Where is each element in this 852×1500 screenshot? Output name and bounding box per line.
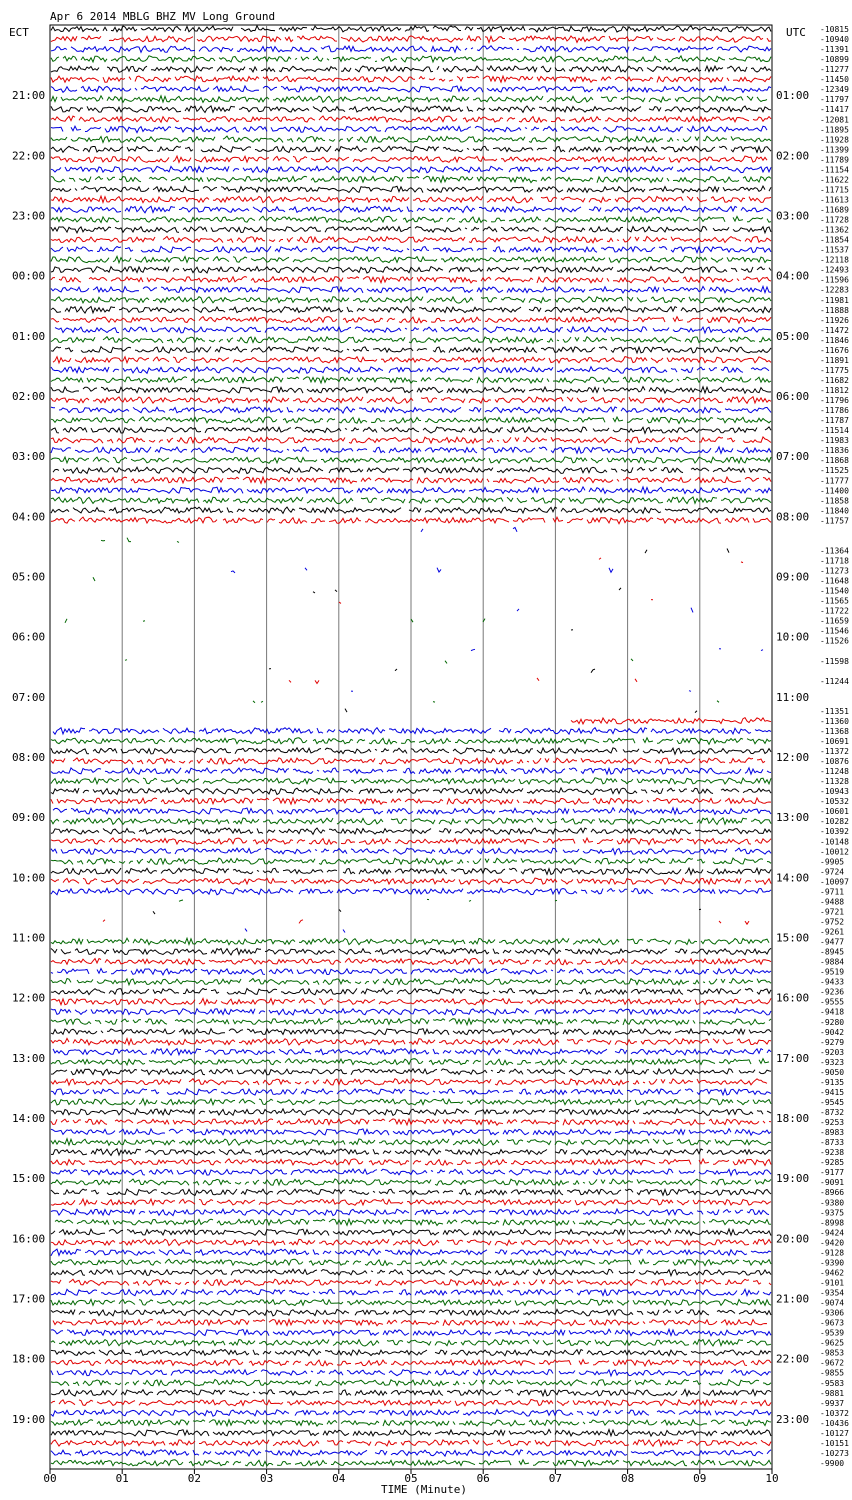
trace-offset-label: -11812: [820, 386, 849, 395]
trace-offset-label: -11472: [820, 325, 849, 335]
trace-offset-label: -11400: [820, 486, 849, 496]
ect-hour-label: 21:00: [12, 89, 46, 103]
trace-offset-label: -11351: [820, 706, 849, 716]
trace-offset-label: -9724: [820, 867, 845, 877]
ect-hour-label: 16:00: [12, 1232, 46, 1246]
utc-hour-label: 04:00: [776, 269, 810, 283]
trace-row: [51, 1209, 769, 1216]
trace-offset-label: -10815: [820, 25, 849, 34]
trace-offset-label: -11368: [820, 726, 849, 736]
trace-offset-label: -11565: [820, 596, 849, 606]
trace-offset-label: -9539: [820, 1328, 845, 1338]
trace-row: [53, 357, 771, 363]
utc-hour-label: 08:00: [776, 510, 810, 524]
trace-offset-label: -10943: [820, 787, 849, 797]
ect-hour-label: 13:00: [12, 1051, 46, 1065]
trace-offset-label: -11715: [820, 185, 849, 195]
trace-offset-label: -10097: [820, 877, 849, 887]
trace-offset-label: -9354: [820, 1288, 845, 1298]
trace-row: [339, 600, 747, 604]
trace-offset-label: -11728: [820, 215, 849, 225]
utc-hour-label: 01:00: [776, 89, 810, 103]
trace-offset-label: -11775: [820, 365, 849, 375]
trace-row: [245, 929, 737, 933]
trace-offset-label: -9306: [820, 1308, 845, 1318]
trace-offset-label: -10940: [820, 35, 849, 45]
trace-offset-label: -9488: [820, 897, 845, 907]
utc-hour-label: 23:00: [776, 1412, 810, 1426]
ect-hour-label: 05:00: [12, 570, 46, 584]
trace-offset-label: -9853: [820, 1348, 845, 1358]
x-tick-label: 01: [115, 1472, 129, 1485]
trace-offset-label: -11858: [820, 496, 849, 506]
trace-row: [471, 648, 771, 650]
trace-offset-label: -11868: [820, 456, 849, 466]
trace-offset-label: -11718: [820, 556, 849, 566]
trace-offset-label: -9380: [820, 1198, 845, 1208]
ect-hour-label: 07:00: [12, 690, 46, 704]
ect-hour-label: 14:00: [12, 1112, 46, 1126]
left-timezone-label: ECT: [9, 26, 29, 39]
trace-offset-label: -9285: [820, 1158, 845, 1168]
trace-row: [53, 808, 771, 815]
utc-hour-label: 06:00: [776, 390, 810, 404]
trace-offset-label: -9545: [820, 1097, 845, 1107]
trace-row: [231, 568, 729, 573]
trace-offset-label: -9884: [820, 957, 845, 967]
trace-offset-label: -11596: [820, 275, 849, 285]
trace-offset-label: -11786: [820, 406, 849, 416]
trace-offset-label: -9937: [820, 1398, 845, 1408]
utc-hour-label: 20:00: [776, 1232, 810, 1246]
x-tick-label: 00: [43, 1472, 57, 1485]
trace-offset-label: -11787: [820, 416, 849, 426]
utc-hour-label: 17:00: [776, 1051, 810, 1065]
x-tick-label: 07: [548, 1472, 563, 1485]
trace-offset-label: -11682: [820, 375, 849, 385]
trace-row: [51, 1059, 769, 1065]
trace-offset-label: -9583: [820, 1378, 845, 1388]
ect-hour-label: 15:00: [12, 1172, 46, 1186]
trace-offset-label: -8983: [820, 1128, 845, 1138]
trace-offset-label: -11417: [820, 105, 849, 115]
trace-row: [153, 909, 763, 914]
trace-offset-label: -11796: [820, 396, 849, 406]
trace-row: [55, 1219, 771, 1225]
trace-row: [289, 678, 739, 684]
trace-offset-label: -11540: [820, 586, 849, 596]
ect-hour-label: 18:00: [12, 1352, 46, 1366]
trace-offset-label: -9625: [820, 1338, 845, 1348]
trace-offset-label: -11391: [820, 45, 849, 55]
trace-offset-label: -12349: [820, 85, 849, 95]
ect-hour-label: 03:00: [12, 450, 46, 464]
utc-hour-label: 02:00: [776, 149, 810, 163]
trace-offset-label: -10282: [820, 817, 849, 827]
trace-offset-label: -9091: [820, 1178, 845, 1188]
ect-hour-label: 11:00: [12, 931, 46, 945]
trace-offset-label: -10273: [820, 1448, 849, 1458]
trace-offset-label: -9236: [820, 987, 845, 997]
trace-offset-label: -9900: [820, 1458, 845, 1468]
trace-offset-label: -9415: [820, 1087, 845, 1097]
trace-offset-label: -9721: [820, 907, 845, 917]
ect-hour-label: 10:00: [12, 871, 46, 885]
trace-offset-label: -11546: [820, 626, 849, 636]
trace-offset-label: -9177: [820, 1168, 845, 1178]
trace-row: [103, 920, 763, 925]
chart-title: Apr 6 2014 MBLG BHZ MV Long Ground: [50, 10, 276, 23]
right-timezone-label: UTC: [786, 26, 806, 39]
trace-row: [55, 327, 771, 333]
trace-row: [345, 709, 769, 713]
trace-offset-label: -11789: [820, 155, 849, 165]
trace-offset-label: -12493: [820, 265, 849, 275]
ect-hour-label: 01:00: [12, 329, 46, 343]
trace-offset-label: -10148: [820, 837, 849, 847]
trace-offset-label: -9433: [820, 977, 845, 987]
trace-offset-label: -9752: [820, 917, 845, 927]
trace-offset-label: -11360: [820, 716, 849, 726]
x-tick-label: 02: [187, 1472, 202, 1485]
x-tick-label: 04: [332, 1472, 346, 1485]
trace-row: [645, 549, 765, 554]
trace-row: [53, 467, 771, 474]
trace-offset-label: -8966: [820, 1188, 845, 1198]
trace-offset-label: -8733: [820, 1138, 845, 1148]
utc-hour-label: 19:00: [776, 1172, 810, 1186]
trace-offset-label: -11757: [820, 516, 849, 526]
trace-offset-label: -9135: [820, 1077, 845, 1087]
trace-offset-label: -9050: [820, 1067, 845, 1077]
trace-row: [269, 669, 743, 674]
trace-offset-label: -11689: [820, 205, 849, 215]
trace-offset-label: -10899: [820, 55, 849, 65]
trace-offset-label: -9555: [820, 997, 845, 1007]
trace-offset-label: -9477: [820, 937, 845, 947]
utc-hour-label: 14:00: [776, 871, 810, 885]
trace-offset-label: -10532: [820, 797, 849, 807]
trace-offset-label: -11891: [820, 355, 849, 365]
trace-offset-label: -11154: [820, 165, 849, 175]
utc-hour-label: 09:00: [776, 570, 810, 584]
trace-offset-label: -11777: [820, 476, 849, 486]
trace-offset-label: -11364: [820, 546, 849, 556]
trace-offset-label: -11722: [820, 606, 849, 616]
trace-offset-label: -9261: [820, 927, 845, 937]
trace-offset-label: -11450: [820, 75, 849, 85]
trace-offset-label: -11244: [820, 676, 849, 686]
trace-row: [599, 558, 767, 563]
trace-offset-label: -8732: [820, 1108, 845, 1117]
trace-offset-label: -12118: [820, 255, 849, 265]
trace-offset-label: -10012: [820, 847, 849, 857]
utc-hour-label: 18:00: [776, 1112, 810, 1126]
ect-hour-label: 23:00: [12, 209, 46, 223]
ect-hour-label: 06:00: [12, 630, 46, 644]
trace-offset-label: -10392: [820, 827, 849, 837]
trace-offset-label: -12081: [820, 115, 849, 125]
trace-row: [53, 1049, 771, 1056]
trace-offset-label: -9074: [820, 1298, 845, 1308]
utc-hour-label: 05:00: [776, 329, 810, 343]
trace-row: [101, 538, 759, 543]
trace-offset-label: -10151: [820, 1438, 849, 1448]
trace-offset-label: -9420: [820, 1238, 845, 1248]
trace-offset-label: -11613: [820, 195, 849, 205]
ect-hour-label: 00:00: [12, 269, 46, 283]
ect-hour-label: 22:00: [12, 149, 46, 163]
trace-offset-label: -10691: [820, 736, 849, 746]
trace-offset-label: -9101: [820, 1278, 845, 1288]
trace-offset-label: -11622: [820, 175, 849, 185]
ect-hour-label: 09:00: [12, 811, 46, 825]
trace-offset-label: -8945: [820, 947, 845, 957]
trace-row: [51, 938, 769, 945]
utc-hour-label: 03:00: [776, 209, 810, 223]
trace-offset-label: -9711: [820, 887, 845, 897]
ect-hour-label: 08:00: [12, 751, 46, 765]
trace-offset-label: -11846: [820, 335, 849, 345]
trace-offset-label: -11676: [820, 345, 849, 355]
ect-hour-label: 12:00: [12, 991, 46, 1005]
trace-offset-label: -11277: [820, 65, 849, 75]
x-tick-label: 08: [620, 1472, 635, 1485]
trace-offset-label: -9042: [820, 1027, 845, 1037]
trace-offset-label: -9279: [820, 1037, 845, 1047]
trace-offset-label: -11399: [820, 145, 849, 155]
trace-row: [93, 577, 761, 583]
trace-row: [51, 126, 767, 133]
trace-offset-label: -11659: [820, 616, 849, 626]
x-tick-label: 09: [693, 1472, 707, 1485]
trace-offset-label: -9905: [820, 857, 845, 867]
trace-offset-label: -11926: [820, 315, 849, 325]
trace-offset-label: -11836: [820, 446, 849, 456]
trace-offset-label: -12283: [820, 285, 849, 295]
trace-offset-label: -11537: [820, 245, 849, 255]
trace-offset-label: -11840: [820, 506, 849, 516]
trace-offset-label: -10127: [820, 1428, 849, 1438]
trace-offset-label: -9855: [820, 1368, 845, 1378]
utc-hour-label: 10:00: [776, 630, 810, 644]
trace-offset-label: -10436: [820, 1418, 849, 1428]
trace-offset-label: -9280: [820, 1017, 845, 1027]
utc-hour-label: 16:00: [776, 991, 810, 1005]
trace-offset-label: -11362: [820, 225, 849, 235]
trace-offset-label: -11895: [820, 125, 849, 135]
trace-offset-label: -9253: [820, 1118, 845, 1128]
trace-offset-label: -9672: [820, 1358, 845, 1368]
trace-row: [51, 367, 769, 374]
ect-hour-label: 02:00: [12, 390, 46, 404]
trace-offset-label: -11981: [820, 295, 849, 305]
x-tick-label: 06: [476, 1472, 490, 1485]
trace-offset-label: -9238: [820, 1148, 845, 1158]
trace-offset-label: -11888: [820, 305, 849, 315]
trace-offset-label: -11525: [820, 466, 849, 476]
trace-offset-label: -9375: [820, 1208, 845, 1218]
trace-offset-label: -11854: [820, 235, 849, 245]
ect-hour-label: 19:00: [12, 1412, 46, 1426]
trace-offset-label: -10372: [820, 1408, 849, 1418]
trace-offset-label: -11328: [820, 777, 849, 787]
trace-offset-label: -11983: [820, 436, 849, 446]
trace-offset-label: -8998: [820, 1218, 845, 1228]
trace-offset-label: -10876: [820, 757, 849, 767]
trace-offset-label: -9390: [820, 1258, 845, 1268]
trace-offset-label: -11526: [820, 636, 849, 646]
trace-offset-labels: [820, 25, 849, 1468]
trace-row: [313, 588, 771, 593]
utc-hour-label: 07:00: [776, 450, 810, 464]
trace-row: [517, 608, 693, 613]
utc-hour-label: 11:00: [776, 690, 810, 704]
utc-hour-label: 13:00: [776, 811, 810, 825]
trace-offset-label: -9673: [820, 1318, 845, 1328]
x-axis-title: TIME (Minute): [380, 1483, 468, 1496]
trace-offset-label: -9519: [820, 967, 845, 977]
trace-offset-label: -11248: [820, 767, 849, 777]
ect-hour-label: 17:00: [12, 1292, 46, 1306]
trace-row: [253, 701, 755, 704]
trace-offset-label: -11797: [820, 95, 849, 105]
x-tick-label: 10: [765, 1472, 779, 1485]
trace-offset-label: -9203: [820, 1047, 845, 1057]
trace-offset-label: -9424: [820, 1228, 845, 1238]
trace-row: [421, 528, 753, 533]
utc-hour-labels: [776, 89, 809, 1426]
trace-offset-label: -11514: [820, 426, 849, 436]
trace-row: [571, 718, 771, 724]
trace-offset-label: -10601: [820, 807, 849, 817]
trace-row: [125, 659, 751, 664]
trace-offset-label: -9323: [820, 1057, 845, 1067]
trace-offset-label: -11598: [820, 656, 849, 666]
utc-hour-label: 12:00: [776, 751, 810, 765]
trace-offset-label: -11928: [820, 135, 849, 145]
trace-row: [53, 1319, 771, 1325]
ect-hour-labels: [12, 89, 45, 1426]
utc-hour-label: 15:00: [776, 931, 810, 945]
trace-offset-label: -9128: [820, 1248, 845, 1258]
trace-offset-label: -11273: [820, 566, 849, 576]
trace-row: [53, 728, 771, 735]
trace-offset-label: -11372: [820, 747, 849, 756]
utc-hour-label: 22:00: [776, 1352, 810, 1366]
x-tick-label: 05: [404, 1472, 418, 1485]
trace-offset-label: -9462: [820, 1268, 845, 1278]
ect-hour-label: 04:00: [12, 510, 46, 524]
trace-offset-label: -9418: [820, 1007, 845, 1017]
trace-offset-label: -11648: [820, 576, 849, 586]
x-tick-label: 03: [259, 1472, 274, 1485]
trace-row: [51, 758, 769, 764]
trace-offset-label: -9881: [820, 1388, 845, 1398]
utc-hour-label: 21:00: [776, 1292, 810, 1306]
